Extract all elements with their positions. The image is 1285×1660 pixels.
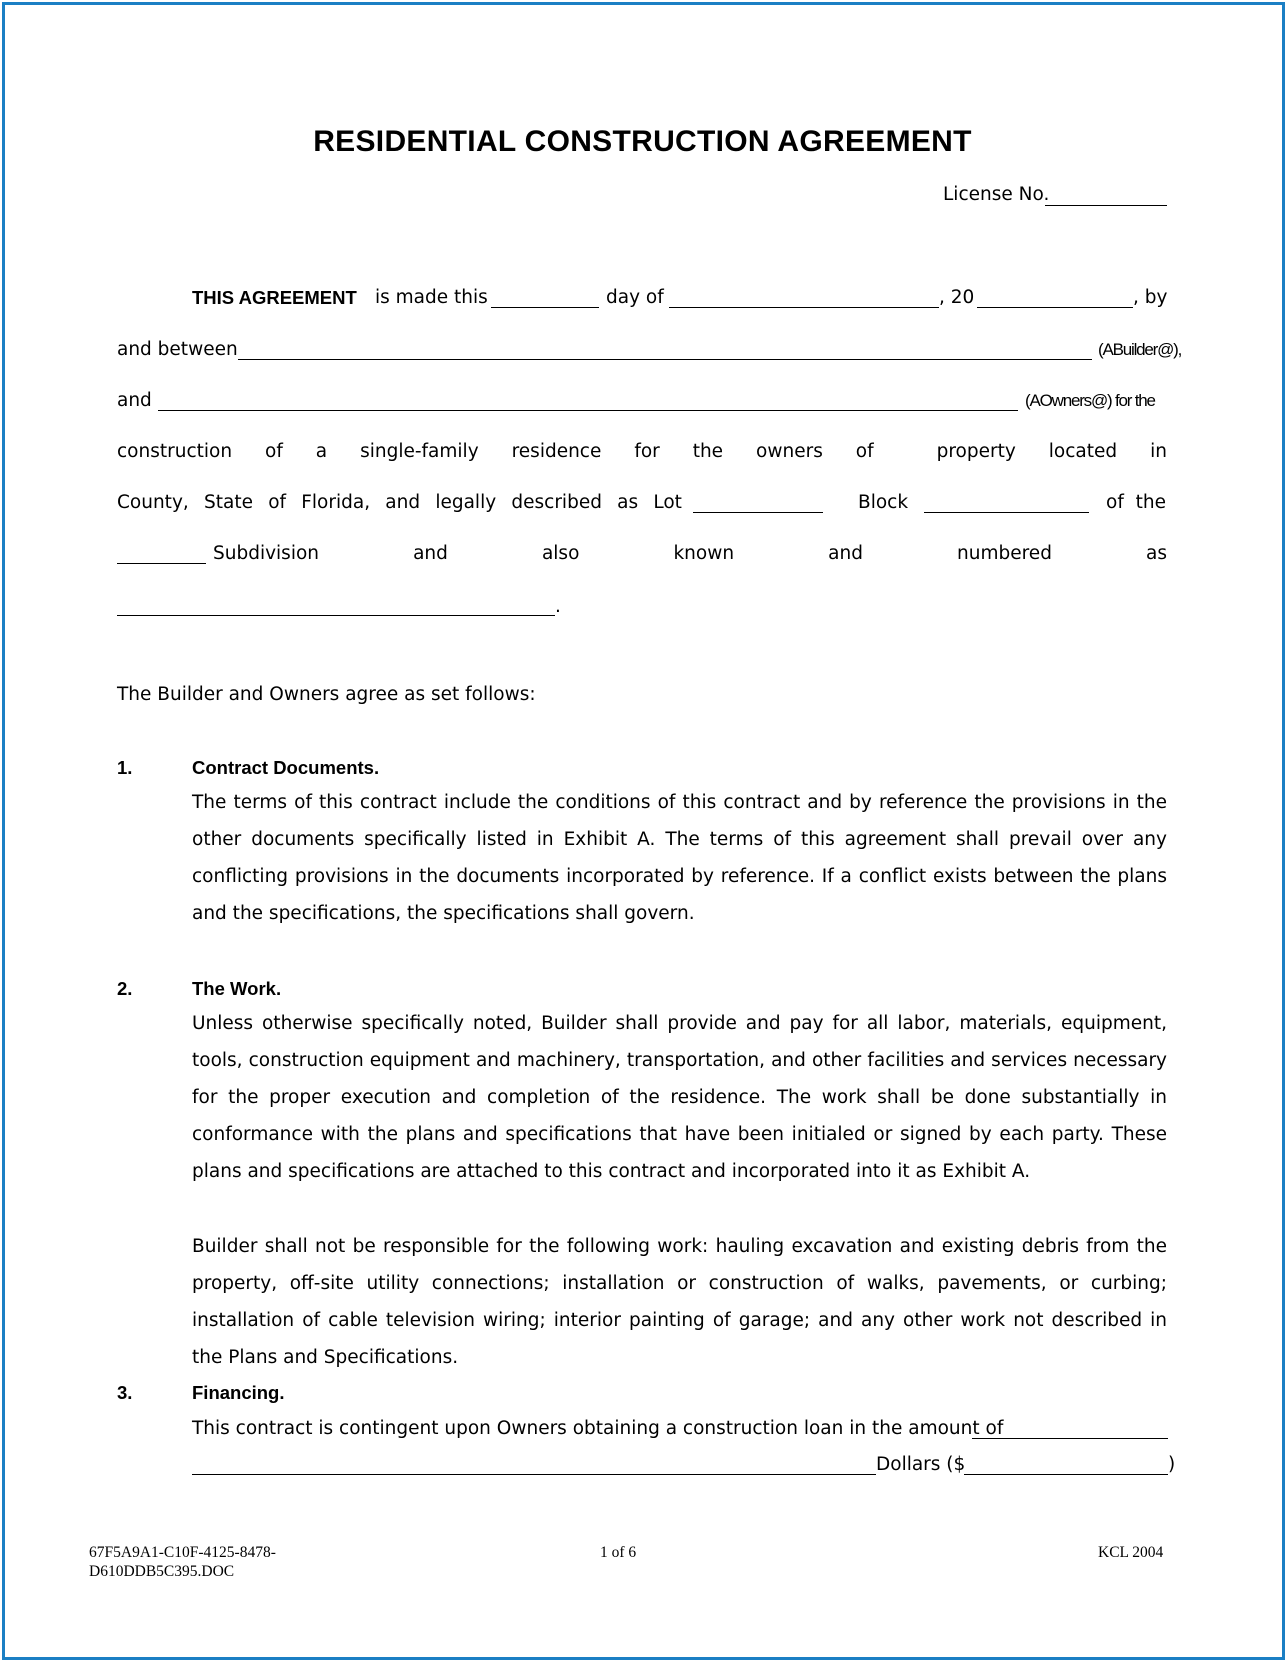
address-blank[interactable] xyxy=(117,615,555,616)
word: Lot xyxy=(653,492,682,513)
section-number: 3. xyxy=(117,1382,133,1403)
word: of xyxy=(855,441,874,462)
section-heading: Contract Documents. xyxy=(192,757,380,778)
subdivision-line xyxy=(213,543,1167,564)
section-heading: The Work. xyxy=(192,978,282,999)
word: County, xyxy=(117,492,189,513)
word: single-family xyxy=(360,441,479,462)
word: the xyxy=(692,441,724,462)
day-blank[interactable] xyxy=(491,307,599,308)
section-number: 1. xyxy=(117,757,133,778)
section-paragraph: The terms of this contract include the conditions of this contract and by reference the provisions in the other documents specifically listed in Exhibit A. The terms of this agreement shall prevail over any conflicting provisions in the documents incorporated by reference. If a conflict exists between the plans and the specifications, the specifications shall govern. xyxy=(192,792,1167,924)
and-between-text: and between xyxy=(117,339,238,360)
footer-version: KCL 2004 xyxy=(1098,1544,1164,1561)
county-line xyxy=(117,492,682,513)
word: located xyxy=(1048,441,1118,462)
word: in xyxy=(1150,441,1167,462)
loan-amount-words-blank[interactable] xyxy=(972,1438,1168,1439)
loan-amount-figure-blank[interactable] xyxy=(964,1474,1168,1475)
footer-doc-id xyxy=(89,1543,276,1581)
builder-name-blank[interactable] xyxy=(238,359,1092,360)
word: and xyxy=(413,543,448,564)
word: known xyxy=(673,543,735,564)
year-prefix-text: , 20 xyxy=(939,287,975,308)
word: Subdivision xyxy=(213,543,320,564)
word: as xyxy=(1146,543,1167,564)
year-blank[interactable] xyxy=(977,307,1133,308)
word: as xyxy=(617,492,639,513)
license-label: License No. xyxy=(943,184,1050,205)
license-number-blank[interactable] xyxy=(1045,205,1167,206)
lot-blank[interactable] xyxy=(693,512,823,513)
financing-text: This contract is contingent upon Owners obtaining a construction loan in the amount of xyxy=(192,1418,1004,1439)
owners-label: (AOwners@) for the xyxy=(1025,391,1155,410)
word: of xyxy=(268,492,287,513)
section-paragraph: Unless otherwise specifically noted, Builder shall provide and pay for all labor, materials, equipment, tools, construction equipment and machinery, transportation, and other facilities and services necessary for the proper execution and completion of the residence. The work shall be done substantially in conformance with the plans and specifications that have been initialed or signed by each party. These plans and specifications are attached to this contract and incorporated into it as Exhibit A. xyxy=(192,1013,1167,1182)
day-of-text: day of xyxy=(606,287,664,308)
word: legally xyxy=(435,492,497,513)
word: residence xyxy=(511,441,602,462)
block-label: Block xyxy=(858,492,909,513)
word: numbered xyxy=(957,543,1052,564)
document-title: RESIDENTIAL CONSTRUCTION AGREEMENT xyxy=(313,125,972,158)
loan-amount-words-blank-2[interactable] xyxy=(192,1474,876,1475)
dollars-label: Dollars ($ xyxy=(876,1454,966,1475)
section-paragraph: Builder shall not be responsible for the following work: hauling excavation and existing debris from the property, off-site utility connections; installation or construction of walks, pavements, or curbing; installation of cable television wiring; interior painting of garage; and any other work not described in the Plans and Specifications. xyxy=(192,1236,1167,1368)
word: described xyxy=(511,492,602,513)
footer-doc-id-line1: 67F5A9A1-C10F-4125-8478- xyxy=(89,1544,276,1561)
word: State xyxy=(204,492,253,513)
owners-name-blank[interactable] xyxy=(158,410,1018,411)
footer-page-number: 1 of 6 xyxy=(600,1544,637,1561)
close-paren: ) xyxy=(1168,1454,1176,1475)
of-the-text: of the xyxy=(1106,492,1166,513)
builder-label: (ABuilder@), xyxy=(1098,340,1182,359)
footer-doc-id-line2: D610DDB5C395.DOC xyxy=(89,1563,235,1580)
word: property xyxy=(936,441,1016,462)
word: and xyxy=(828,543,863,564)
made-this-text: is made this xyxy=(375,287,488,308)
by-text: , by xyxy=(1133,287,1168,308)
word: owners xyxy=(756,441,823,462)
word: Florida, xyxy=(301,492,371,513)
agreement-lead: THIS AGREEMENT xyxy=(192,287,357,308)
construction-line xyxy=(117,441,1167,462)
word: also xyxy=(541,543,580,564)
word: and xyxy=(385,492,421,513)
address-period: . xyxy=(555,596,561,617)
subdivision-blank[interactable] xyxy=(117,563,206,564)
word: a xyxy=(315,441,328,462)
section-number: 2. xyxy=(117,978,133,999)
word: of xyxy=(265,441,283,462)
month-blank[interactable] xyxy=(669,307,939,308)
and-text: and xyxy=(117,390,152,411)
word: for xyxy=(634,441,660,462)
section-heading: Financing. xyxy=(192,1382,285,1403)
word: construction xyxy=(117,441,233,462)
block-blank[interactable] xyxy=(924,512,1089,513)
intro-text: The Builder and Owners agree as set follows: xyxy=(117,684,536,705)
